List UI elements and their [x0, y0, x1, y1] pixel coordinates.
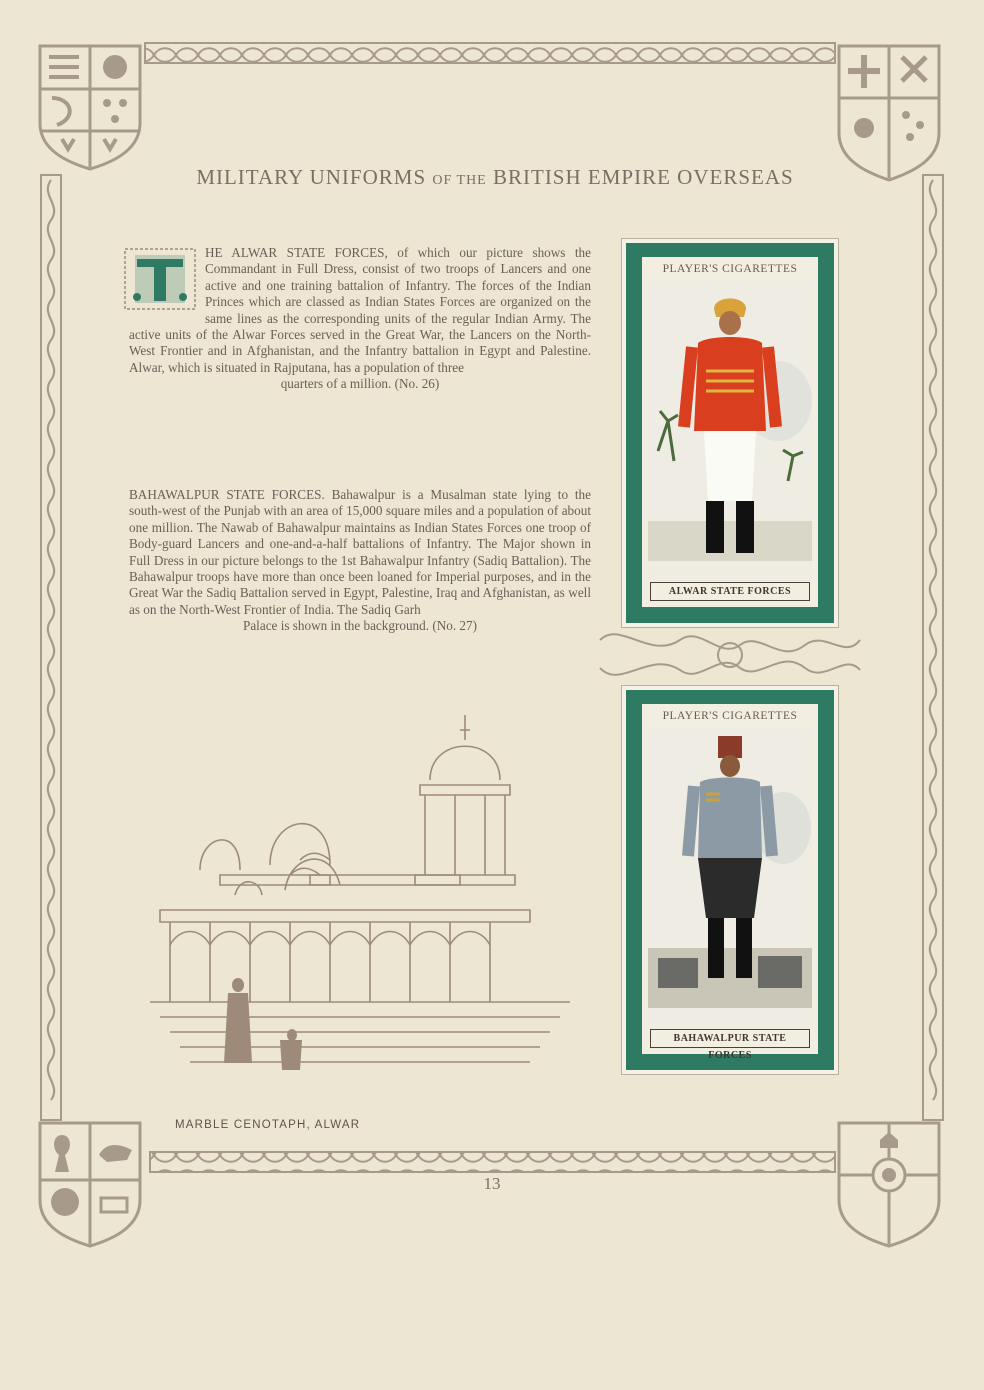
article-alwar-text: HE ALWAR STATE FORCES, of which our picture shows the Commandant in Full Dress, consist of two troops of Lancers and one active and one training battalion of Infantry. The forces of the Indian Princes which are classed as Indian States Forces are organized on the same lines as the corresponding units of the regular Indian Army. The active units of the Alwar Forces served in the Great War, the Lancers on the North-West Frontier and in Afghanistan, and the Infantry battalion in Egypt and Palestine. Alwar, which is situated in Rajputana, has a population of three [129, 245, 591, 375]
article-bahawalpur-lastline: Palace is shown in the background. (No. 27) [242, 618, 478, 634]
card-brand-bahawalpur: PLAYER'S CIGARETTES [662, 710, 798, 722]
alwar-officer-illustration [648, 281, 812, 581]
royal-arms-shield-icon [37, 43, 143, 171]
article-alwar [129, 245, 591, 393]
cigarette-card-alwar [642, 257, 818, 607]
article-alwar-lastline: quarters of a million. (No. 26) [280, 376, 440, 392]
card-label-bahawalpur: BAHAWALPUR STATE FORCES [650, 1029, 810, 1048]
title-text-2: OF THE [432, 173, 487, 188]
title-text-3: BRITISH EMPIRE OVERSEAS [492, 165, 794, 189]
australia-shield-icon [836, 43, 942, 183]
cigarette-card-bahawalpur [642, 704, 818, 1061]
card-label-alwar: ALWAR STATE FORCES [650, 582, 810, 601]
card-brand-alwar: PLAYER'S CIGARETTES [662, 263, 798, 275]
card-mount-alwar [621, 238, 839, 628]
illustration-caption: MARBLE CENOTAPH, ALWAR [175, 1119, 361, 1131]
title-text-1: MILITARY UNIFORMS [196, 165, 427, 189]
article-bahawalpur-text: BAHAWALPUR STATE FORCES. Bahawalpur is a Musalman state lying to the south-west of the Punjab with an area of 15,000 square miles and a population of about one million. The Nawab of Bahawalpur maintains as Indian States Forces one troop of Body-guard Lancers and one-and-a-half battalions of Infantry. The Major shown in Full Dress in our picture belongs to the 1st Bahawalpur Infantry (Sadiq Battalion). The Bahawalpur troops have more than once been loaned for Imperial purposes, and in the Great War the Sadiq Battalion served in Egypt, Palestine, Iraq and Afghanistan, as well as on the North-West Frontier of India. The Sadiq Garh [129, 487, 591, 617]
new-zealand-shield-icon [836, 1120, 942, 1248]
article-bahawalpur [129, 487, 591, 635]
page-number: 13 [483, 1174, 501, 1193]
card-mount-bahawalpur [621, 685, 839, 1075]
south-africa-shield-icon [37, 1120, 143, 1248]
page-title [130, 165, 860, 190]
dropcap [121, 245, 199, 313]
bahawalpur-officer-illustration [648, 728, 812, 1028]
cenotaph-sketch [130, 695, 610, 1105]
dropcap-ornament-icon [121, 245, 199, 313]
